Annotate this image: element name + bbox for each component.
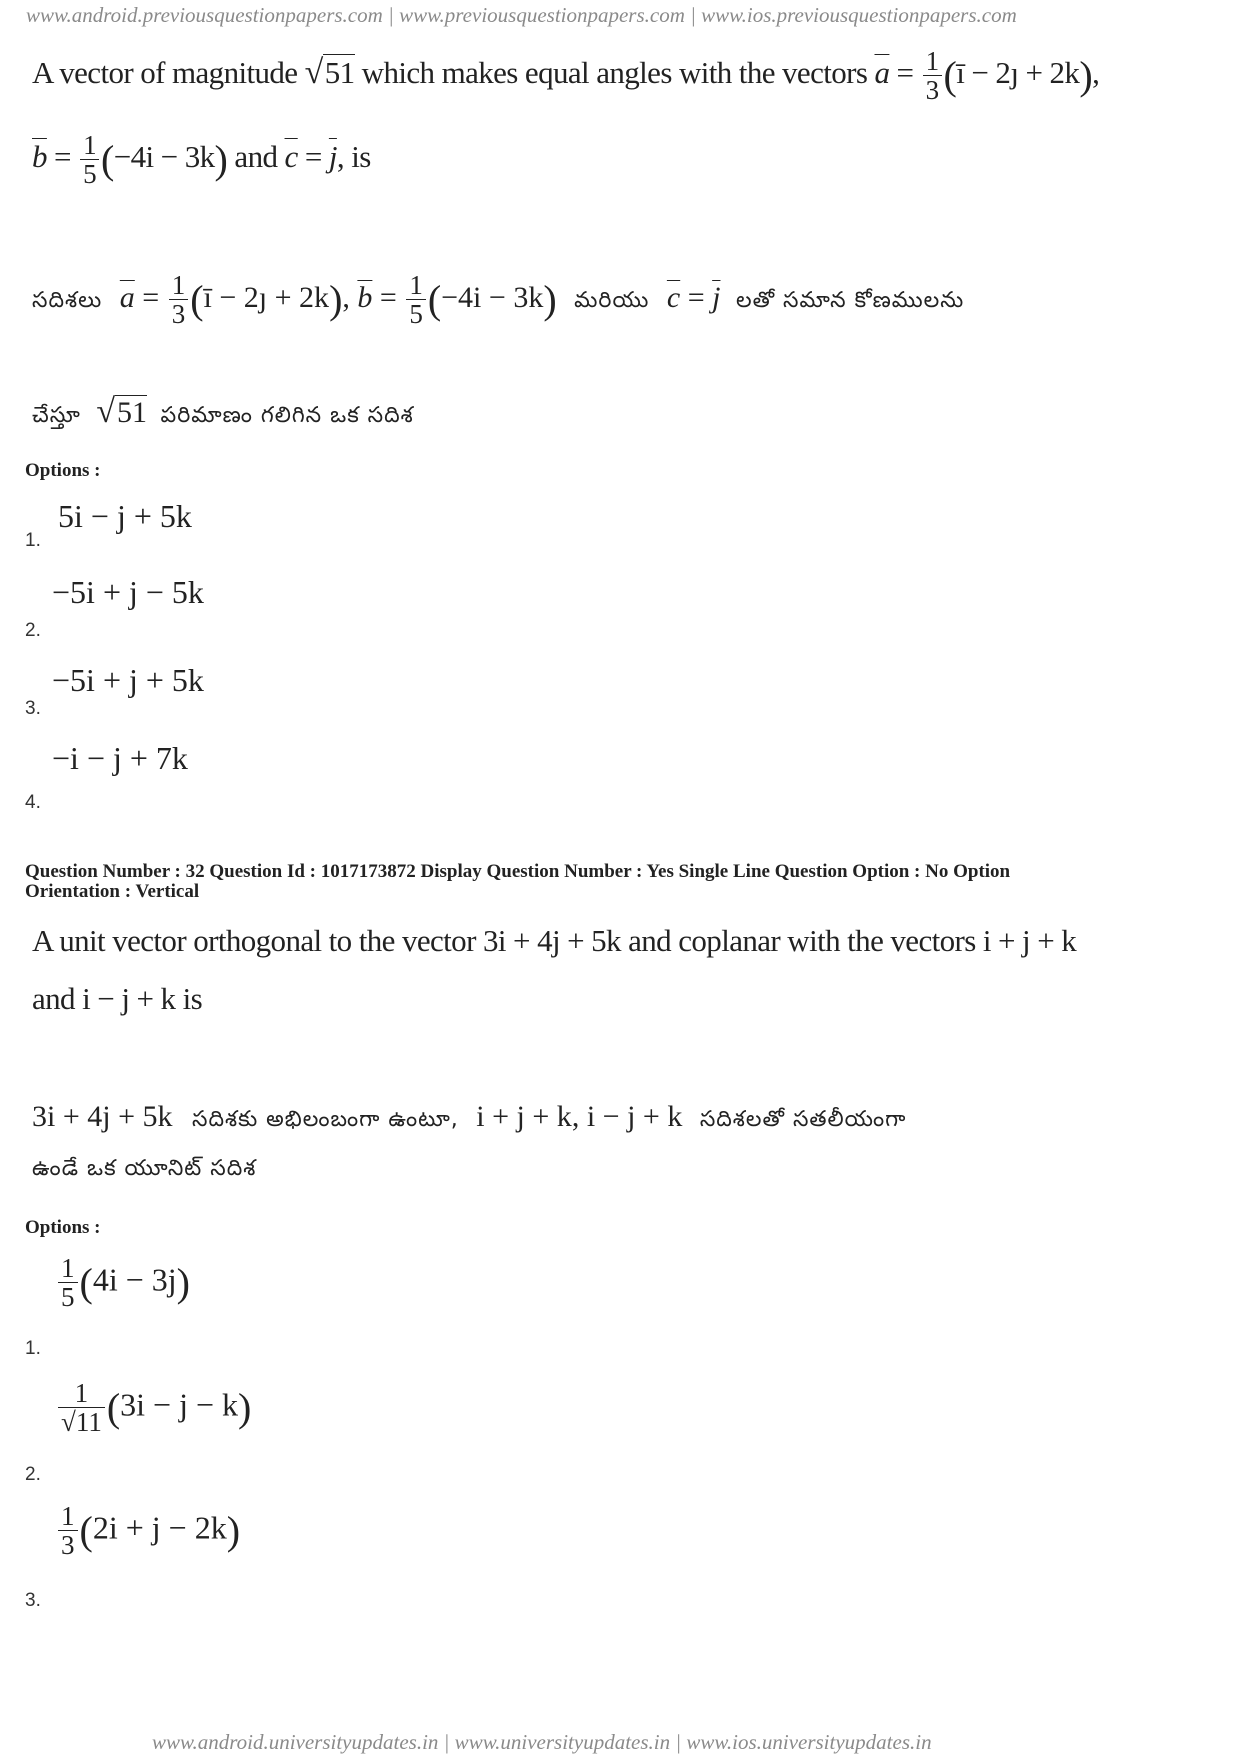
q31-option-1-num: 1. (25, 530, 41, 551)
q31-vector-b: $\overline{b}$ = $\frac{1}{5}$ (−4i − 3k) (32, 130, 228, 189)
q32-te-vector-q: i − j + k (586, 1100, 683, 1133)
q32-te-vector-p: i + j + k (476, 1100, 572, 1133)
q32-meta-line-1: Question Number : 32 Question Id : 1017173872 Display Question Number : Yes Single Line Question Option : No Option (25, 861, 1011, 882)
q31-stem-text-2: which makes equal angles with the vectors (361, 55, 868, 91)
q31-option-2-num: 2. (25, 620, 41, 641)
q31-option-3-num: 3. (25, 698, 41, 719)
q31-telugu-line-1 (32, 272, 964, 328)
q31-option-3-expr: −5i + j + 5k (52, 662, 204, 698)
footer-watermark: www.android.universityupdates.in | www.universityupdates.in | www.ios.universityupdates.in (152, 1730, 932, 1754)
q31-stem-line-1 (32, 48, 1099, 104)
q32-vector-main: 3i + 4j + 5k (482, 923, 621, 958)
q32-te-vector-main: 3i + 4j + 5k (32, 1100, 173, 1133)
q31-stem-text-4: , is (336, 139, 371, 175)
q31-telugu-line-2 (32, 395, 414, 430)
q31-te-vector-b: $\overline{b}$ = $\frac{1}{5}$ (−4i − 3k) (357, 270, 557, 329)
q32-option-1-expr: $\frac{1}{5}$ (4i − 3j) (56, 1255, 190, 1311)
q32-stem-line-1 (32, 925, 1076, 956)
q32-te-text-1: సదిశకు అభిలంబంగా ఉంటూ, (192, 1107, 459, 1132)
header-watermark: www.android.previousquestionpapers.com | www.previousquestionpapers.com | www.ios.previousquestionpapers.com (26, 3, 1017, 27)
q32-option-1-num: 1. (25, 1338, 41, 1359)
q31-stem-text-3: and (234, 139, 278, 175)
q32-option-3-num: 3. (25, 1590, 41, 1611)
q32-meta (25, 862, 1010, 902)
q31-te-vector-a: $\overline{a}$ = $\frac{1}{3}$ (ī − 2ȷ + 2k), (119, 270, 358, 329)
q31-vector-c: $\overline{c} = \overline{j}$ (284, 139, 337, 175)
q32-stem-text-1: A unit vector orthogonal to the vector (32, 923, 476, 958)
q31-te-text-4: చేస్తూ (32, 403, 81, 428)
q32-options-label: Options : (25, 1217, 101, 1238)
q32-vector-p: i + j + k (982, 923, 1077, 958)
q31-a-expr: ī − 2ȷ + 2k (956, 55, 1080, 91)
q31-te-text-3: లతో సమాన కోణములను (735, 287, 965, 313)
q31-vector-a: $\overline{a}$ = $\frac{1}{3}$ (ī − 2ȷ + 2k), (874, 46, 1100, 105)
q32-stem-text-2: and coplanar with the vectors (628, 923, 976, 958)
q32-te-text-3: ఉండే ఒక యూనిట్ సదిశ (32, 1156, 257, 1181)
q31-te-text-2: మరియు (574, 287, 650, 313)
q32-option-2-expr: $\frac{1}{√11}$ (3i − j − k) (56, 1380, 251, 1436)
q32-option-3-expr: $\frac{1}{3}$ (2i + j − 2k) (56, 1503, 240, 1559)
q32-stem-text-4: is (182, 981, 203, 1016)
q32-vector-q: i − j + k (82, 981, 176, 1016)
q31-option-1-expr: 5i − j + 5k (58, 498, 192, 534)
q31-b-expr: −4i − 3k (113, 139, 215, 175)
q31-te-text-1: సదిశలు (32, 287, 103, 313)
q31-options-label: Options : (25, 460, 101, 481)
q31-stem-line-2 (32, 132, 371, 188)
q32-stem-text-3: and (32, 981, 75, 1016)
q31-te-vector-c: $\overline{c} = \overline{j}$ (666, 280, 721, 314)
q32-option-2-num: 2. (25, 1464, 41, 1485)
q31-option-4-num: 4. (25, 792, 41, 813)
q31-te-text-5: పరిమాణం గలిగిన ఒక సదిశ (160, 403, 414, 428)
q32-meta-line-2: Orientation : Vertical (25, 880, 200, 902)
q31-te-magnitude: √51 (96, 393, 148, 430)
q32-telugu-line-1: 3i + 4j + 5k సదిశకు అభిలంబంగా ఉంటూ, i + j + k, i − j + k సదిశలతో సతలీయంగా (32, 1100, 907, 1133)
q31-stem-text-1: A vector of magnitude (32, 55, 298, 91)
q31-option-2-expr: −5i + j − 5k (52, 574, 204, 610)
q32-stem-line-2 (32, 983, 202, 1014)
q32-telugu-line-2 (32, 1158, 256, 1180)
q32-te-text-2: సదిశలతో సతలీయంగా (699, 1107, 907, 1132)
q31-option-4-expr: −i − j + 7k (52, 740, 188, 776)
q31-magnitude: √51 (304, 54, 355, 92)
